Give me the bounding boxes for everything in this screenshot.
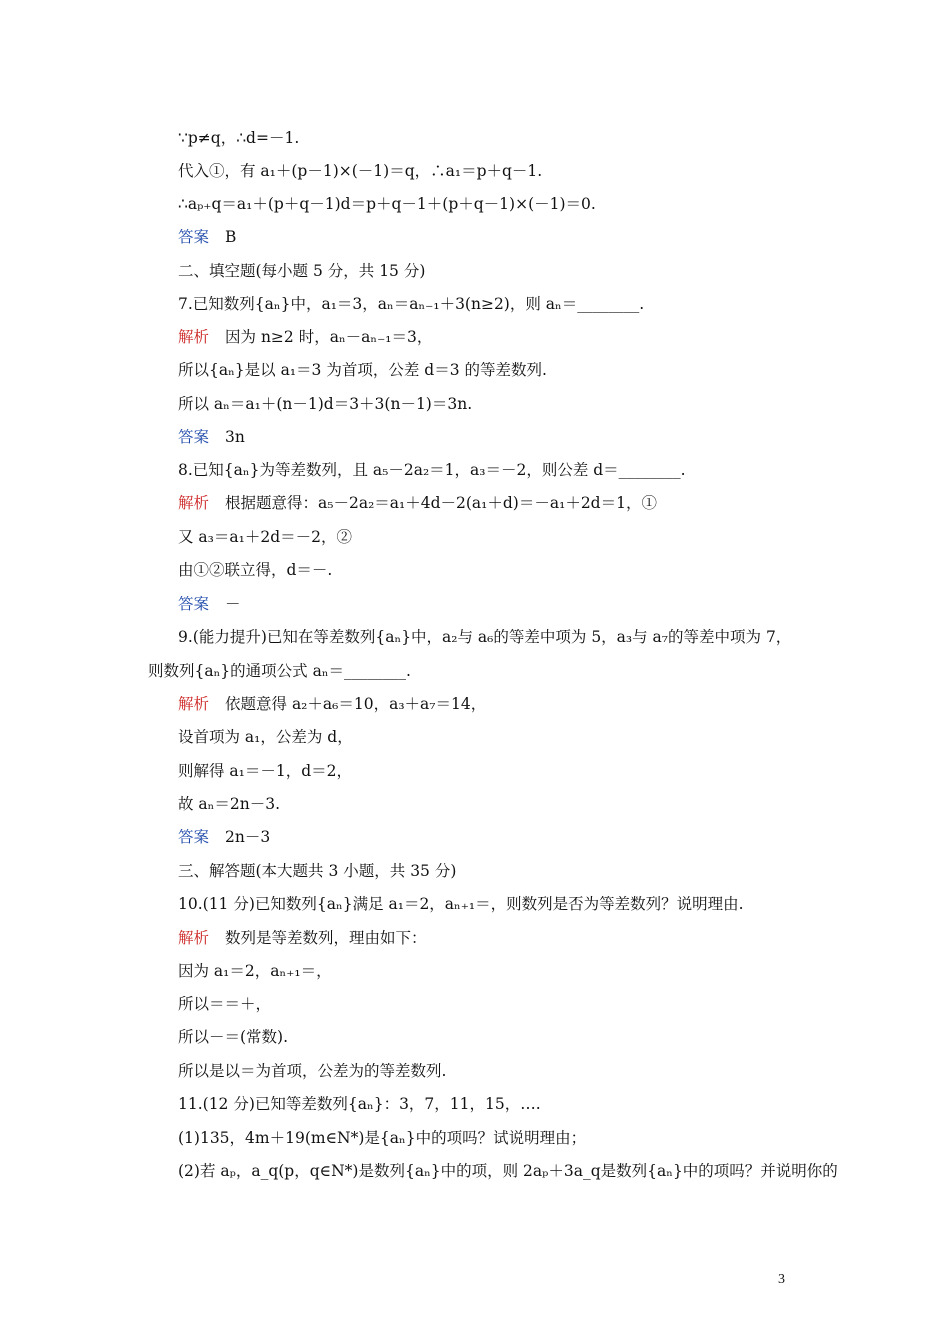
line-text: ∴aₚ₊q＝a₁＋(p＋q－1)d＝p＋q－1＋(p＋q－1)×(－1)＝0. [178,195,596,213]
line-text: 数列是等差数列，理由如下： [225,929,427,947]
text-line [178,894,744,914]
text-line [178,128,299,148]
answer-label: 答案 [178,828,210,846]
line-text: 则数列{aₙ}的通项公式 aₙ＝________. [148,662,411,680]
text-line [178,1128,586,1148]
text-line [178,861,456,881]
line-text: 故 aₙ＝2n－3. [178,795,281,813]
line-text: (1)135，4m＋19(m∈N*)是{aₙ}中的项吗？试说明理由； [178,1129,587,1147]
line-text: 8.已知{aₙ}为等差数列，且 a₅－2a₂＝1，a₃＝－2，则公差 d＝________. [178,461,686,479]
answer-label: 答案 [178,595,210,613]
text-line [178,360,547,380]
line-text: 又 a₃＝a₁＋2d＝－2，② [178,528,352,546]
line-text: 所以{aₙ}是以 a₁＝3 为首项，公差 d＝3 的等差数列. [178,361,547,379]
analysis-label: 解析 [178,695,210,713]
text-line [178,594,241,614]
line-text: 所以 aₙ＝a₁＋(n－1)d＝3＋3(n－1)＝3n. [178,395,473,413]
line-text: 2n－3 [225,828,271,846]
text-line [178,994,271,1014]
text-line [178,928,427,948]
line-text: 根据题意得：a₅－2a₂＝a₁＋4d－2(a₁＋d)＝－a₁＋2d＝1，① [225,494,657,512]
line-text: 依题意得 a₂＋a₆＝10，a₃＋a₇＝14， [225,695,487,713]
text-line [178,161,542,181]
text-line [178,261,425,281]
line-text: 7.已知数列{aₙ}中，a₁＝3，aₙ＝aₙ₋₁＋3(n≥2)，则 aₙ＝________. [178,295,645,313]
line-text: 设首项为 a₁，公差为 d， [178,728,353,746]
analysis-label: 解析 [178,929,210,947]
text-line [178,560,332,580]
text-line [178,227,236,247]
line-text: 所以是以＝为首项，公差为的等差数列. [178,1062,447,1080]
line-text: 11.(12 分)已知等差数列{aₙ}：3，7，11，15，…. [178,1095,541,1113]
line-text: (2)若 aₚ，a_q(p，q∈N*)是数列{aₙ}中的项，则 2aₚ＋3a_q是数列{aₙ}中的项吗？并说明你的 [178,1162,838,1180]
text-line [178,327,432,347]
line-text: 三、解答题(本大题共 3 小题，共 35 分) [178,862,457,880]
text-line [178,827,270,847]
line-text: 所以－＝(常数). [178,1028,289,1046]
line-text: B [225,228,237,246]
line-text: 3n [225,428,245,446]
text-line [178,794,280,814]
line-text: 二、填空题(每小题 5 分，共 15 分) [178,262,426,280]
text-line [178,727,353,747]
analysis-label: 解析 [178,328,210,346]
text-line [178,493,657,513]
answer-label: 答案 [178,228,210,246]
text-line [178,294,644,314]
line-text: 因为 a₁＝2，aₙ₊₁＝， [178,962,332,980]
text-line [178,761,352,781]
line-text: 10.(11 分)已知数列{aₙ}满足 a₁＝2，aₙ₊₁＝，则数列是否为等差数列？说明理由. [178,895,744,913]
text-line [178,1061,446,1081]
text-line [178,627,791,647]
text-line [148,661,411,681]
line-text: 则解得 a₁＝－1，d＝2， [178,762,353,780]
text-line [178,527,352,547]
text-line [178,694,486,714]
text-line [178,460,686,480]
line-text: 所以＝＝＋， [178,995,272,1013]
answer-label: 答案 [178,428,210,446]
line-text: ∵p≠q，∴d=－1. [178,129,300,147]
text-line [178,1161,838,1181]
line-text: 因为 n≥2 时，aₙ－aₙ₋₁＝3， [225,328,433,346]
text-line [178,394,472,414]
analysis-label: 解析 [178,494,210,512]
text-line [178,427,245,447]
text-line [178,1027,288,1047]
line-text: 9.(能力提升)已知在等差数列{aₙ}中，a₂与 a₆的等差中项为 5，a₃与 a₇的等差中项为 7， [178,628,792,646]
text-line [178,961,332,981]
line-text: 代入①，有 a₁＋(p－1)×(－1)＝q，∴a₁＝p＋q－1. [178,162,543,180]
line-text: 由①②联立得，d＝－. [178,561,333,579]
text-line [178,194,596,214]
line-text: － [225,595,241,613]
page-number: 3 [778,1272,785,1287]
text-line [178,1094,541,1114]
